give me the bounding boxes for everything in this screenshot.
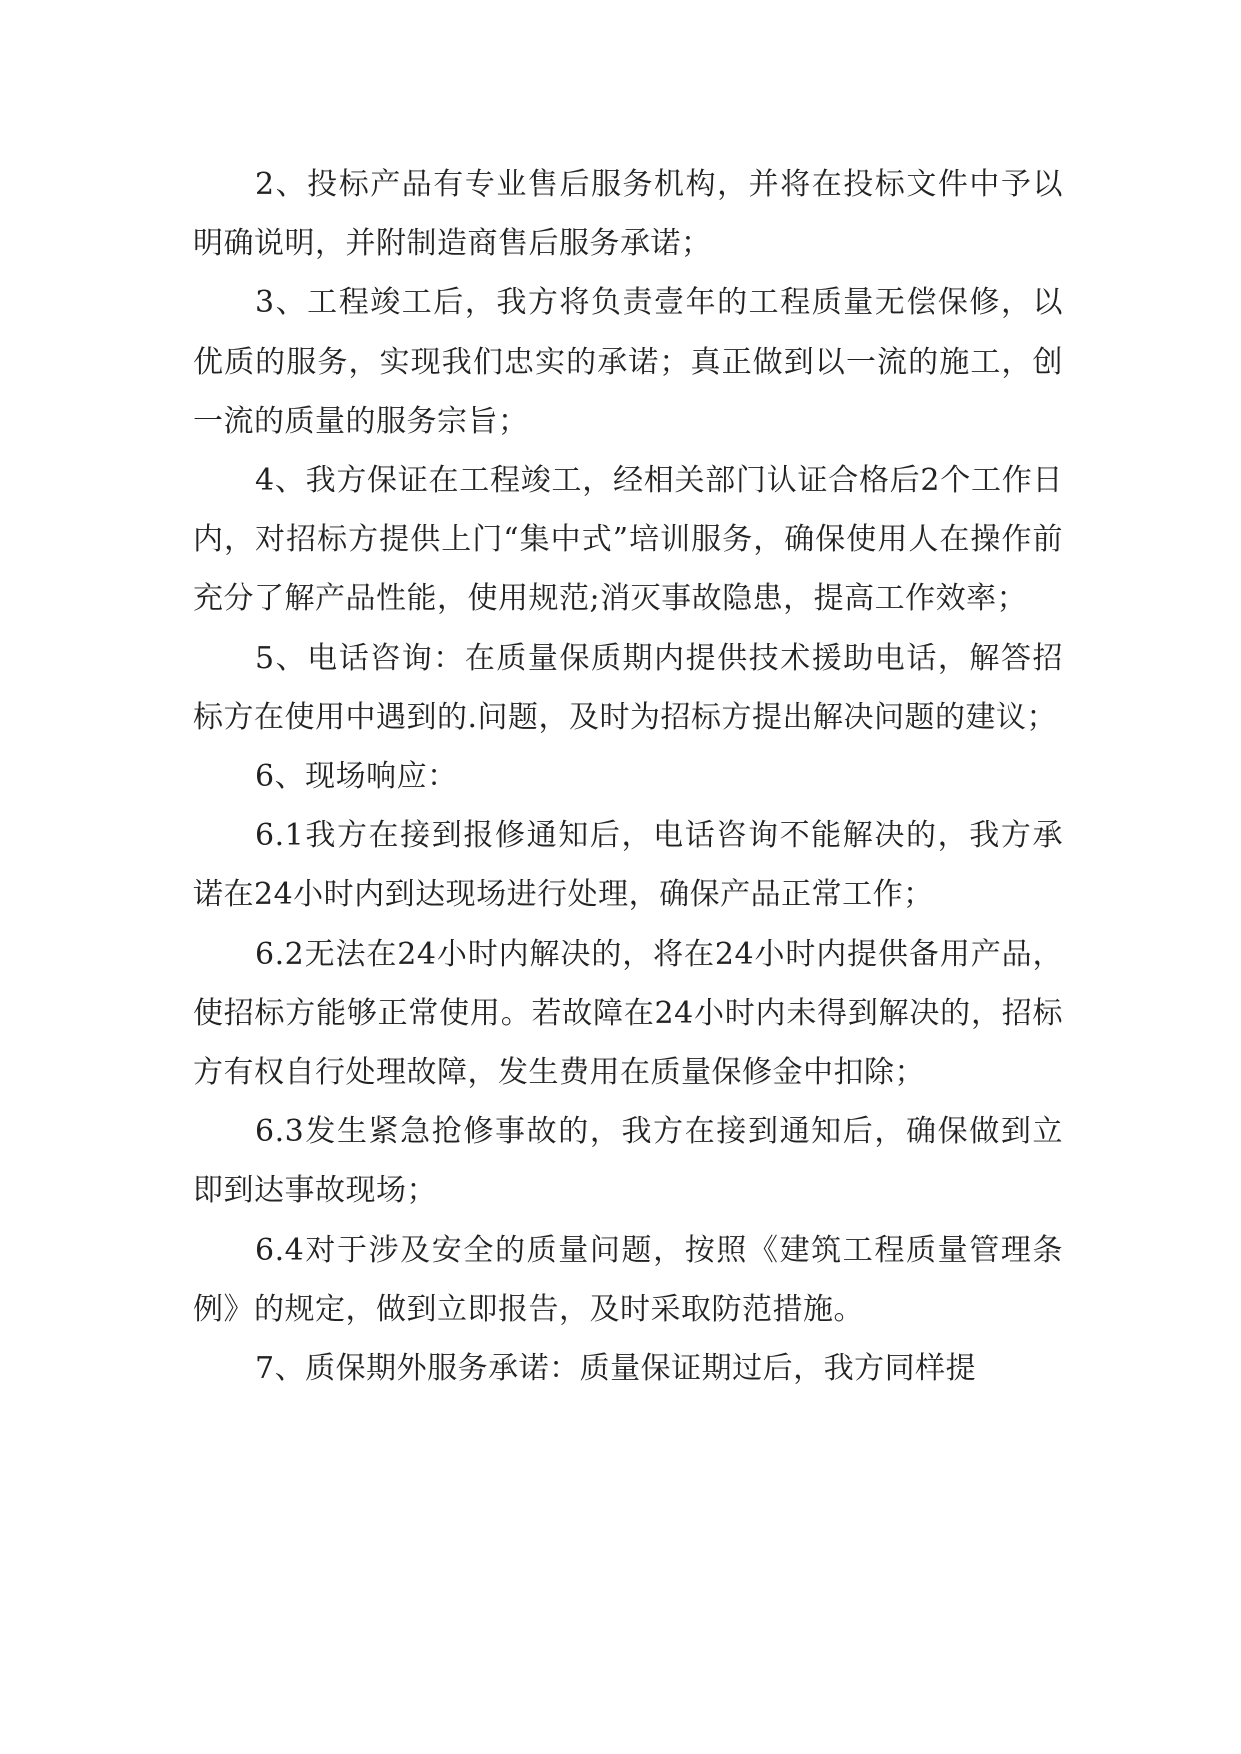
- paragraph-phone-consultation: 5、电话咨询：在质量保质期内提供技术援助电话，解答招标方在使用中遇到的.问题，及时为招标方提出解决问题的建议；: [193, 640, 1063, 735]
- paragraph-training-service: 4、我方保证在工程竣工，经相关部门认证合格后2个工作日内，对招标方提供上门“集中式”培训服务，确保使用人在操作前充分了解产品性能，使用规范;消灭事故隐患，提高工作效率；: [193, 463, 1063, 617]
- paragraph-warranty-one-year: 3、工程竣工后，我方将负责壹年的工程质量无偿保修，以优质的服务，实现我们忠实的承诺；真正做到以一流的施工，创一流的质量的服务宗旨；: [193, 285, 1063, 439]
- paragraph-onsite-6-2: 6.2无法在24小时内解决的，将在24小时内提供备用产品，使招标方能够正常使用。若故障在24小时内未得到解决的，招标方有权自行处理故障，发生费用在质量保修金中扣除；: [193, 936, 1063, 1091]
- paragraph-onsite-response-heading: 6、现场响应：: [255, 759, 458, 795]
- document-body: [193, 155, 1063, 1398]
- paragraph-post-warranty: 7、质保期外服务承诺：质量保证期过后，我方同样提: [255, 1351, 977, 1387]
- paragraph-aftersales-agency: 2、投标产品有专业售后服务机构，并将在投标文件中予以明确说明，并附制造商售后服务承诺；: [193, 167, 1063, 262]
- paragraph-onsite-6-4: 6.4对于涉及安全的质量问题，按照《建筑工程质量管理条例》的规定，做到立即报告，及时采取防范措施。: [193, 1232, 1063, 1327]
- paragraph-onsite-6-1: 6.1我方在接到报修通知后，电话咨询不能解决的，我方承诺在24小时内到达现场进行处理，确保产品正常工作；: [193, 818, 1063, 913]
- paragraph-onsite-6-3: 6.3发生紧急抢修事故的，我方在接到通知后，确保做到立即到达事故现场；: [193, 1114, 1063, 1209]
